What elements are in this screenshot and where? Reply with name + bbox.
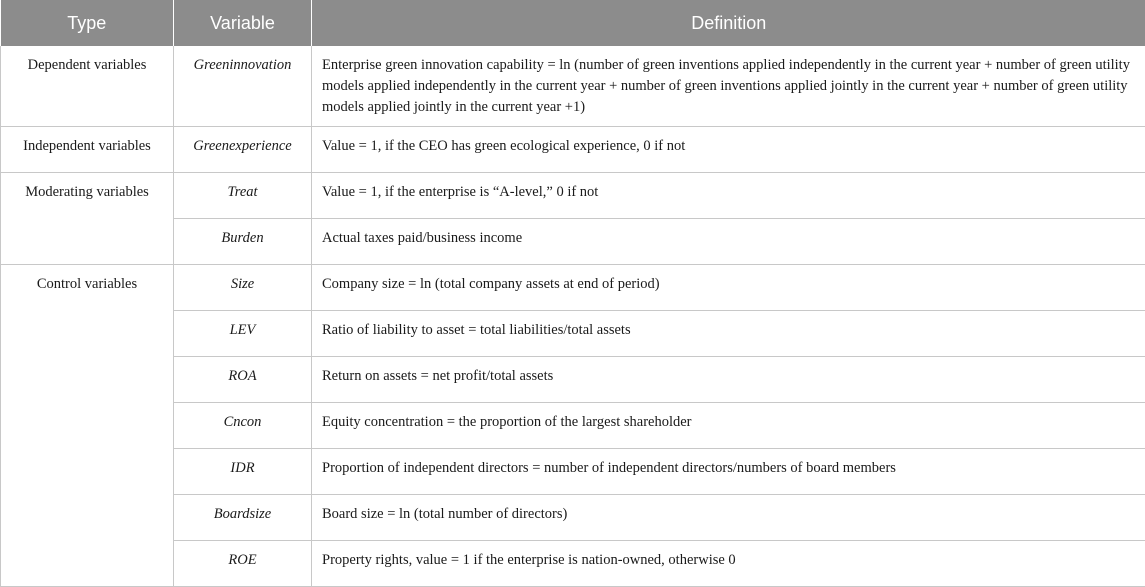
table-body: [1, 46, 1145, 587]
header-variable: Variable: [174, 0, 312, 46]
definition-cell: Equity concentration = the proportion of the largest shareholder: [312, 403, 1145, 449]
header-definition: Definition: [312, 0, 1145, 46]
table-row: [1, 127, 1145, 173]
definition-cell: Actual taxes paid/business income: [312, 219, 1145, 265]
variable-cell: Size: [174, 265, 312, 311]
variable-cell: Boardsize: [174, 495, 312, 541]
table-row: [1, 173, 1145, 219]
variable-cell: Burden: [174, 219, 312, 265]
definition-cell: Value = 1, if the CEO has green ecological experience, 0 if not: [312, 127, 1145, 173]
type-cell-moderating: Moderating variables: [1, 173, 174, 265]
variable-cell: IDR: [174, 449, 312, 495]
variable-cell: Greeninnovation: [174, 46, 312, 127]
type-cell-dependent: Dependent variables: [1, 46, 174, 127]
type-cell-independent: Independent variables: [1, 127, 174, 173]
header-row: [1, 0, 1145, 46]
definition-cell: Property rights, value = 1 if the enterprise is nation-owned, otherwise 0: [312, 541, 1145, 587]
definition-cell: Proportion of independent directors = number of independent directors/numbers of board members: [312, 449, 1145, 495]
variable-cell: ROA: [174, 357, 312, 403]
definition-cell: Board size = ln (total number of directors): [312, 495, 1145, 541]
variable-cell: Greenexperience: [174, 127, 312, 173]
definition-cell: Company size = ln (total company assets at end of period): [312, 265, 1145, 311]
table-row: [1, 46, 1145, 127]
definition-cell: Return on assets = net profit/total assets: [312, 357, 1145, 403]
variable-cell: Treat: [174, 173, 312, 219]
variable-cell: LEV: [174, 311, 312, 357]
type-cell-control: Control variables: [1, 265, 174, 587]
table-row: [1, 265, 1145, 311]
definition-cell: Ratio of liability to asset = total liabilities/total assets: [312, 311, 1145, 357]
variable-cell: ROE: [174, 541, 312, 587]
table-header: [1, 0, 1145, 46]
variable-cell: Cncon: [174, 403, 312, 449]
header-type: Type: [1, 0, 174, 46]
definition-cell: Enterprise green innovation capability = ln (number of green inventions applied independently in the current year + number of green utility models applied independently in the current year + number of green inventions applied jointly in the current year + number of green utility models applied jointly in the current year +1): [312, 46, 1145, 127]
definition-cell: Value = 1, if the enterprise is “A-level,” 0 if not: [312, 173, 1145, 219]
